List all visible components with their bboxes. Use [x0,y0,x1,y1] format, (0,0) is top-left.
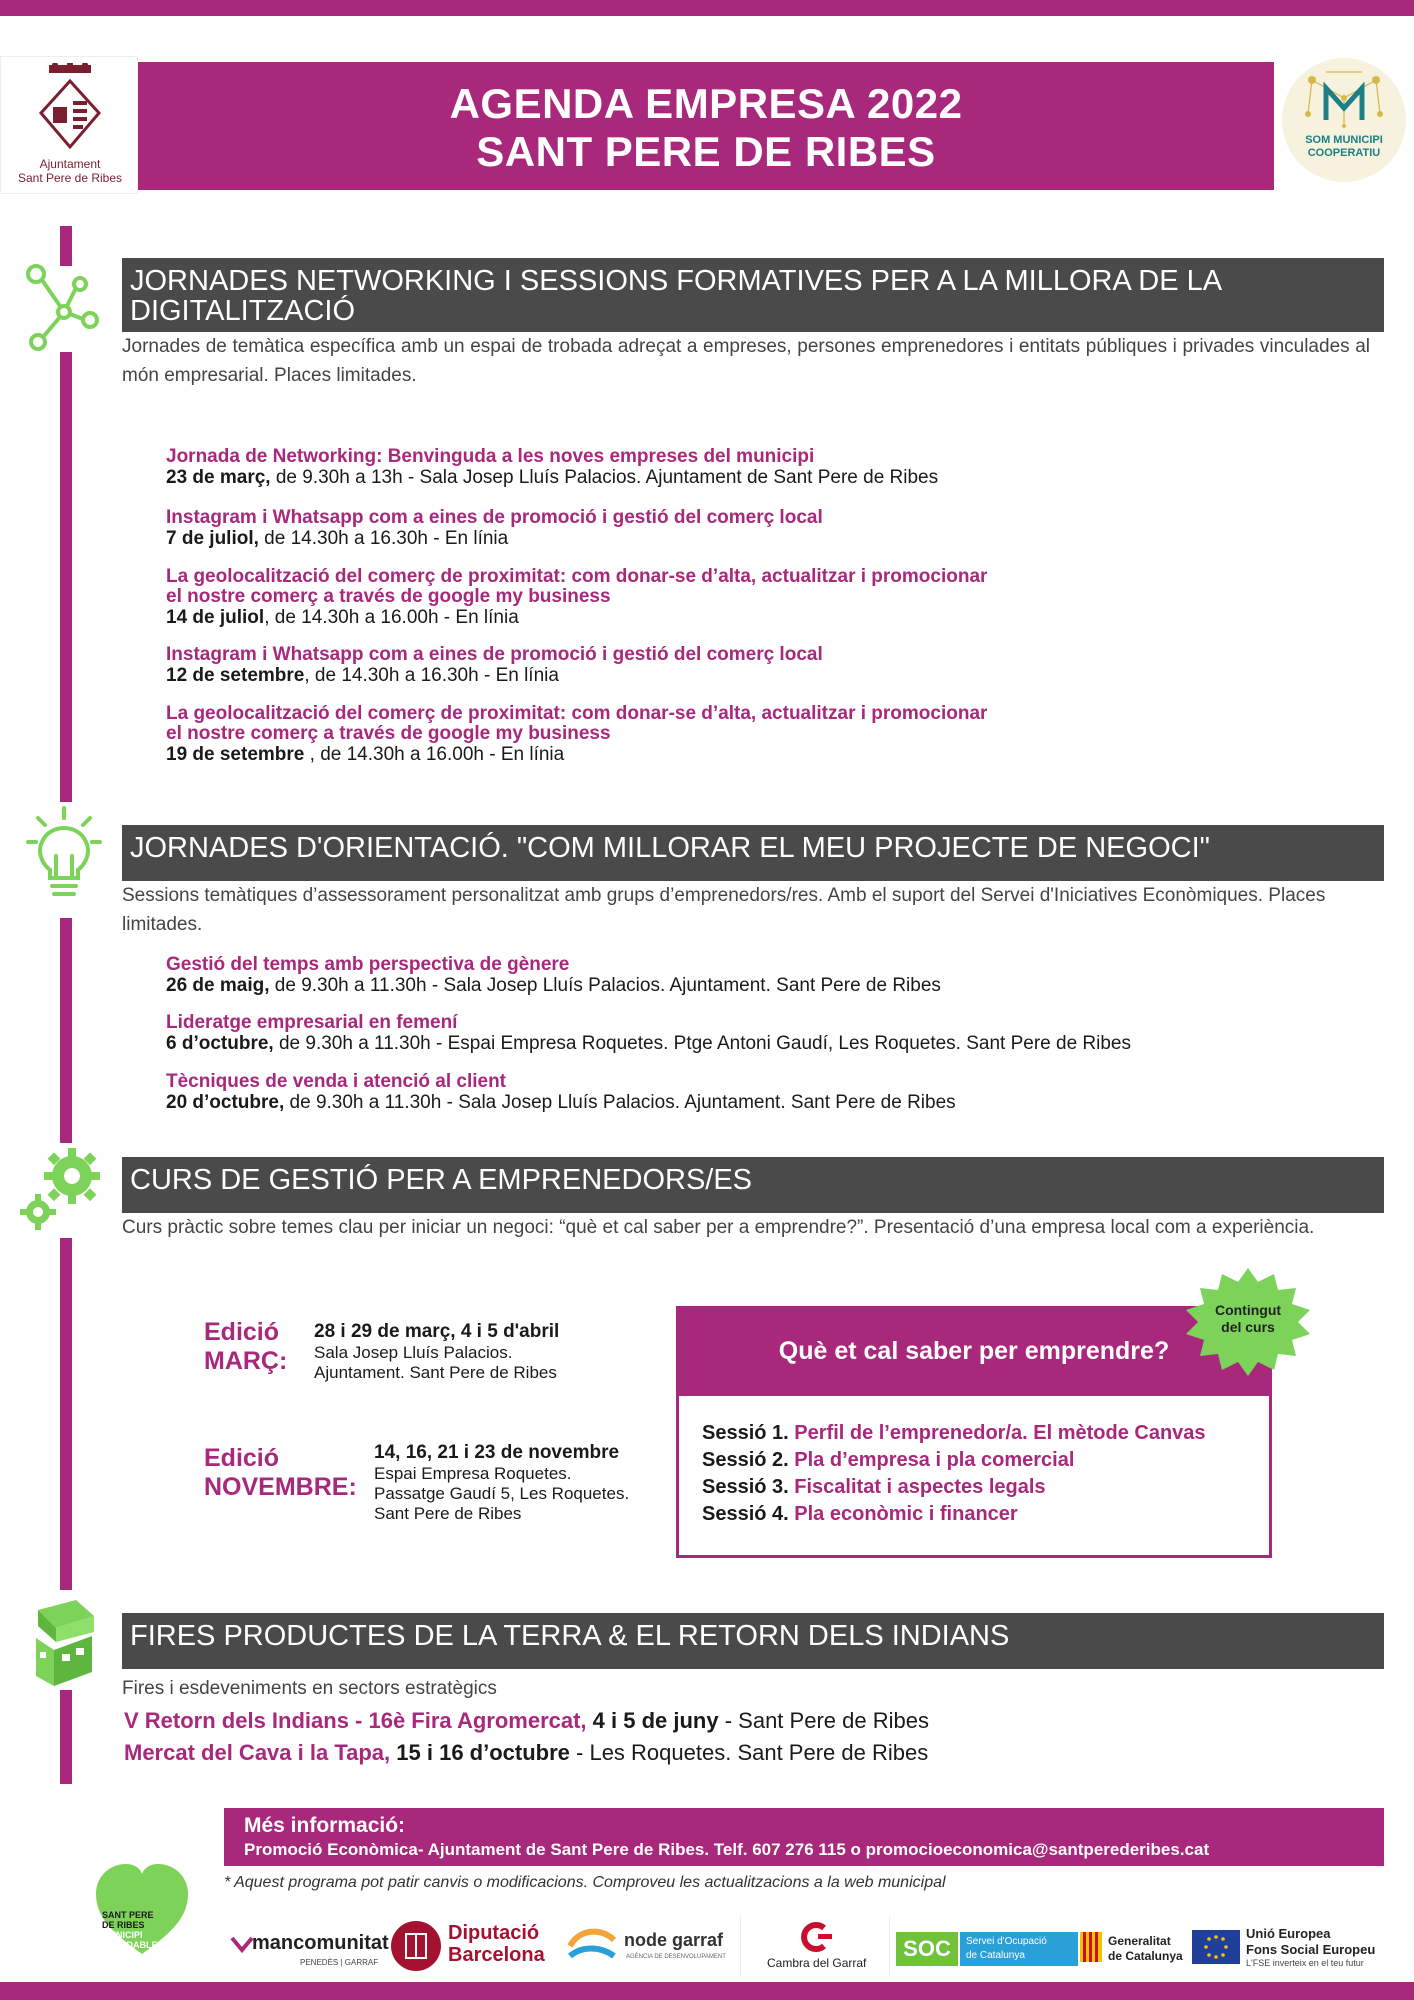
node-garraf-subtext: AGÈNCIA DE DESENVOLUPAMENT [626,1954,726,1960]
edition-november-info [374,1441,629,1524]
cambra-c-icon [796,1922,836,1952]
soc-subtext: de Catalunya [966,1950,1025,1961]
coop-logo [1282,58,1406,182]
coop-line-1: SOM MUNICIPI [1305,134,1383,146]
section-title-digital-line-1: JORNADES NETWORKING I SESSIONS FORMATIVES PER A LA MILLORA DE LA [130,265,1223,297]
timeline-segment [60,352,72,802]
section-title-fairs: FIRES PRODUCTES DE LA TERRA & EL RETORN DELS INDIANS [130,1620,1010,1652]
event-detail: de 9.30h a 11.30h - Espai Empresa Roquetes. Ptge Antoni Gaudí, Les Roquetes. Sant Pere de Ribes [273,1033,1131,1054]
section-intro-digital: Jornades de temàtica específica amb un espai de trobada adreçat a empreses, persones emprenedores i entitats públiques i privades vinculades al món empresarial. Places limitades. [122,336,1370,386]
logo-caption-1: Ajuntament [39,157,101,171]
mancomunitat-swoosh-icon [230,1932,254,1956]
event-item [166,447,1366,488]
section-title-orientation: JORNADES D'ORIENTACIÓ. "COM MILLORAR EL MEU PROJECTE DE NEGOCI" [130,832,1210,864]
event-date: 19 de setembre [166,744,305,765]
diputacio-logo [390,1916,560,1976]
edition-march-info [314,1320,559,1383]
event-title: Instagram i Whatsapp com a eines de promoció i gestió del comerç local [166,507,823,528]
diputacio-seal-icon [390,1920,442,1972]
badge-line-2: del curs [1221,1319,1275,1335]
event-date: 6 d’octubre, [166,1033,274,1054]
coat-of-arms-icon [35,63,105,153]
edition-march-label [204,1318,287,1376]
section-intro-course: Curs pràctic sobre temes clau per iniciar un negoci: “què et cal saber per a emprendre?”. Presentació d’una empresa local com a experiència. [122,1217,1315,1238]
event-title: Tècniques de venda i atenció al client [166,1071,506,1092]
disclaimer-note: * Aquest programa pot patir canvis o modificacions. Comproveu les actualitzacions a la web municipal [224,1874,946,1891]
event-detail: , de 14.30h a 16.30h - En línia [304,665,559,686]
fair-item [124,1706,1324,1736]
logo-caption-2: Sant Pere de Ribes [17,171,123,185]
mancomunitat-subtext: PENEDÈS | GARRAF [300,1958,379,1967]
fair-name: V Retorn dels Indians - 16è Fira Agromercat, [124,1708,587,1733]
event-detail: de 14.30h a 16.30h - En línia [258,528,509,549]
session-row [702,1474,1262,1501]
eu-text: Unió Europea [1246,1926,1331,1941]
event-date: 26 de maig, [166,975,270,996]
session-row [702,1447,1262,1474]
saludable-logo [94,1862,190,1958]
edition-place: Ajuntament. Sant Pere de Ribes [314,1363,557,1382]
soc-subtext: Servei d'Ocupació [966,1936,1047,1947]
edition-label: Edició [204,1318,280,1346]
fair-item [124,1738,1324,1768]
node-garraf-wave-icon [568,1926,616,1966]
timeline-segment [60,918,72,1143]
section-header-fairs [122,1613,1384,1669]
eu-text: Fons Social Europeu [1246,1942,1376,1957]
event-item [166,567,1366,628]
session-number: Sessió 1. [702,1422,789,1444]
more-info-text: Promoció Econòmica- Ajuntament de Sant Pere de Ribes. Telf. 607 276 115 o promocioeconomica@santperederibes.cat [244,1840,1210,1859]
event-item [166,508,1366,549]
event-detail: , de 14.30h a 16.00h - En línia [304,744,565,765]
timeline-segment [60,1690,72,1784]
event-detail: de 9.30h a 11.30h - Sala Josep Lluís Palacios. Ajuntament. Sant Pere de Ribes [269,975,941,996]
mancomunitat-text: mancomunitat [252,1932,389,1954]
session-topic: Pla d’empresa i pla comercial [794,1449,1075,1471]
edition-november-label [204,1444,357,1502]
badge-line-1: Contingut [1214,1302,1282,1318]
session-topic: Pla econòmic i financer [794,1503,1018,1525]
event-item [166,1013,1366,1054]
generalitat-text: de Catalunya [1108,1949,1183,1963]
event-title-cont: el nostre comerç a través de google my business [166,586,611,607]
event-title: La geolocalització del comerç de proximitat: com donar-se d’alta, actualitzar i promocionar [166,703,988,724]
node-garraf-logo [568,1916,728,1976]
section-title-digital-line-2: DIGITALITZACIÓ [130,295,356,327]
title-banner [138,62,1274,190]
event-title: Lideratge empresarial en femení [166,1012,458,1033]
saludable-text: SANT PERE [102,1910,154,1920]
course-session-list [702,1420,1262,1528]
generalitat-logo [1080,1916,1190,1976]
coop-network-icon [1282,58,1406,138]
edition-place: Sala Josep Lluís Palacios. [314,1343,513,1362]
session-number: Sessió 3. [702,1476,789,1498]
edition-month: MARÇ: [204,1347,288,1375]
node-garraf-text: node garraf [624,1930,724,1950]
bottom-accent-bar [0,1982,1414,2000]
timeline-segment [60,1238,72,1590]
fair-place: - Les Roquetes. Sant Pere de Ribes [569,1740,929,1765]
gears-icon [18,1146,106,1234]
section-header-orientation [122,825,1384,881]
generalitat-text: Generalitat [1108,1934,1171,1948]
page-title-line-2: SANT PERE DE RIBES [476,128,936,175]
mancomunitat-logo [230,1916,389,1976]
soc-text: SOC [896,1932,958,1966]
edition-label: Edició [204,1444,280,1472]
event-item [166,645,1366,686]
eu-subtext: L'FSE inverteix en el teu futur [1246,1958,1364,1968]
cambra-garraf-logo [740,1916,890,1976]
event-item [166,955,1366,996]
edition-dates: 28 i 29 de març, 4 i 5 d'abril [314,1321,560,1342]
event-date: 23 de març, [166,467,271,488]
event-item [166,1072,1366,1113]
saludable-text: DE RIBES [102,1920,145,1930]
cambra-text: Cambra del Garraf [767,1956,867,1970]
event-detail: de 9.30h a 13h - Sala Josep Lluís Palacios. Ajuntament de Sant Pere de Ribes [270,467,939,488]
edition-dates: 14, 16, 21 i 23 de novembre [374,1442,620,1463]
lightbulb-icon [26,806,102,902]
section-header-course [122,1157,1384,1213]
event-detail: de 9.30h a 11.30h - Sala Josep Lluís Palacios. Ajuntament. Sant Pere de Ribes [284,1092,956,1113]
session-number: Sessió 2. [702,1449,789,1471]
badge-text [1182,1302,1314,1336]
fair-date: 4 i 5 de juny [592,1708,719,1733]
event-title: La geolocalització del comerç de proximitat: com donar-se d’alta, actualitzar i promocionar [166,566,988,587]
market-stall-icon [30,1598,100,1688]
edition-place: Sant Pere de Ribes [374,1504,522,1523]
municipality-logo [0,56,138,194]
event-title: Gestió del temps amb perspectiva de gènere [166,954,570,975]
event-date: 7 de juliol, [166,528,259,549]
section-header-digital [122,258,1384,332]
section-intro-fairs: Fires i esdeveniments en sectors estratègics [122,1678,497,1699]
network-icon [24,262,100,352]
fair-name: Mercat del Cava i la Tapa, [124,1740,391,1765]
diputacio-text: Diputació [448,1922,540,1944]
edition-place: Espai Empresa Roquetes. [374,1464,572,1483]
coop-line-2: COOPERATIU [1307,147,1381,159]
section-intro-orientation: Sessions temàtiques d’assessorament personalitzat amb grups d’emprenedors/res. Amb el suport del Servei d'Iniciatives Econòmiques. Places limitades. [122,885,1326,935]
edition-month: NOVEMBRE: [204,1473,357,1501]
event-date: 20 d’octubre, [166,1092,285,1113]
generalitat-flag-icon [1080,1932,1102,1962]
session-row [702,1420,1262,1447]
event-date: 14 de juliol [166,607,265,628]
event-title-cont: el nostre comerç a través de google my business [166,723,611,744]
timeline-segment [60,226,72,266]
saludable-text: SALUDABLE [102,1940,158,1950]
eu-flag-icon [1192,1930,1240,1964]
session-row [702,1501,1262,1528]
event-item [166,704,1366,765]
section-title-course: CURS DE GESTIÓ PER A EMPRENEDORS/ES [130,1164,753,1196]
course-box-title: Què et cal saber per emprendre? [676,1306,1272,1396]
top-accent-bar [0,0,1414,16]
more-info-banner [224,1808,1384,1866]
diputacio-text: Barcelona [448,1944,545,1966]
session-number: Sessió 4. [702,1503,789,1525]
event-title: Jornada de Networking: Benvinguda a les noves empreses del municipi [166,446,815,467]
fair-place: - Sant Pere de Ribes [718,1708,929,1733]
soc-logo [896,1932,1078,1966]
event-date: 12 de setembre [166,665,305,686]
more-info-title: Més informació: [244,1814,406,1837]
event-detail: , de 14.30h a 16.00h - En línia [264,607,519,628]
session-topic: Perfil de l’emprenedor/a. El mètode Canvas [794,1422,1206,1444]
saludable-text: MUNICIPI [102,1930,143,1940]
event-title: Instagram i Whatsapp com a eines de promoció i gestió del comerç local [166,644,823,665]
edition-place: Passatge Gaudí 5, Les Roquetes. [374,1484,630,1503]
eu-fse-logo [1192,1916,1382,1976]
session-topic: Fiscalitat i aspectes legals [794,1476,1046,1498]
fair-date: 15 i 16 d’octubre [396,1740,570,1765]
page-title-line-1: AGENDA EMPRESA 2022 [449,80,963,127]
